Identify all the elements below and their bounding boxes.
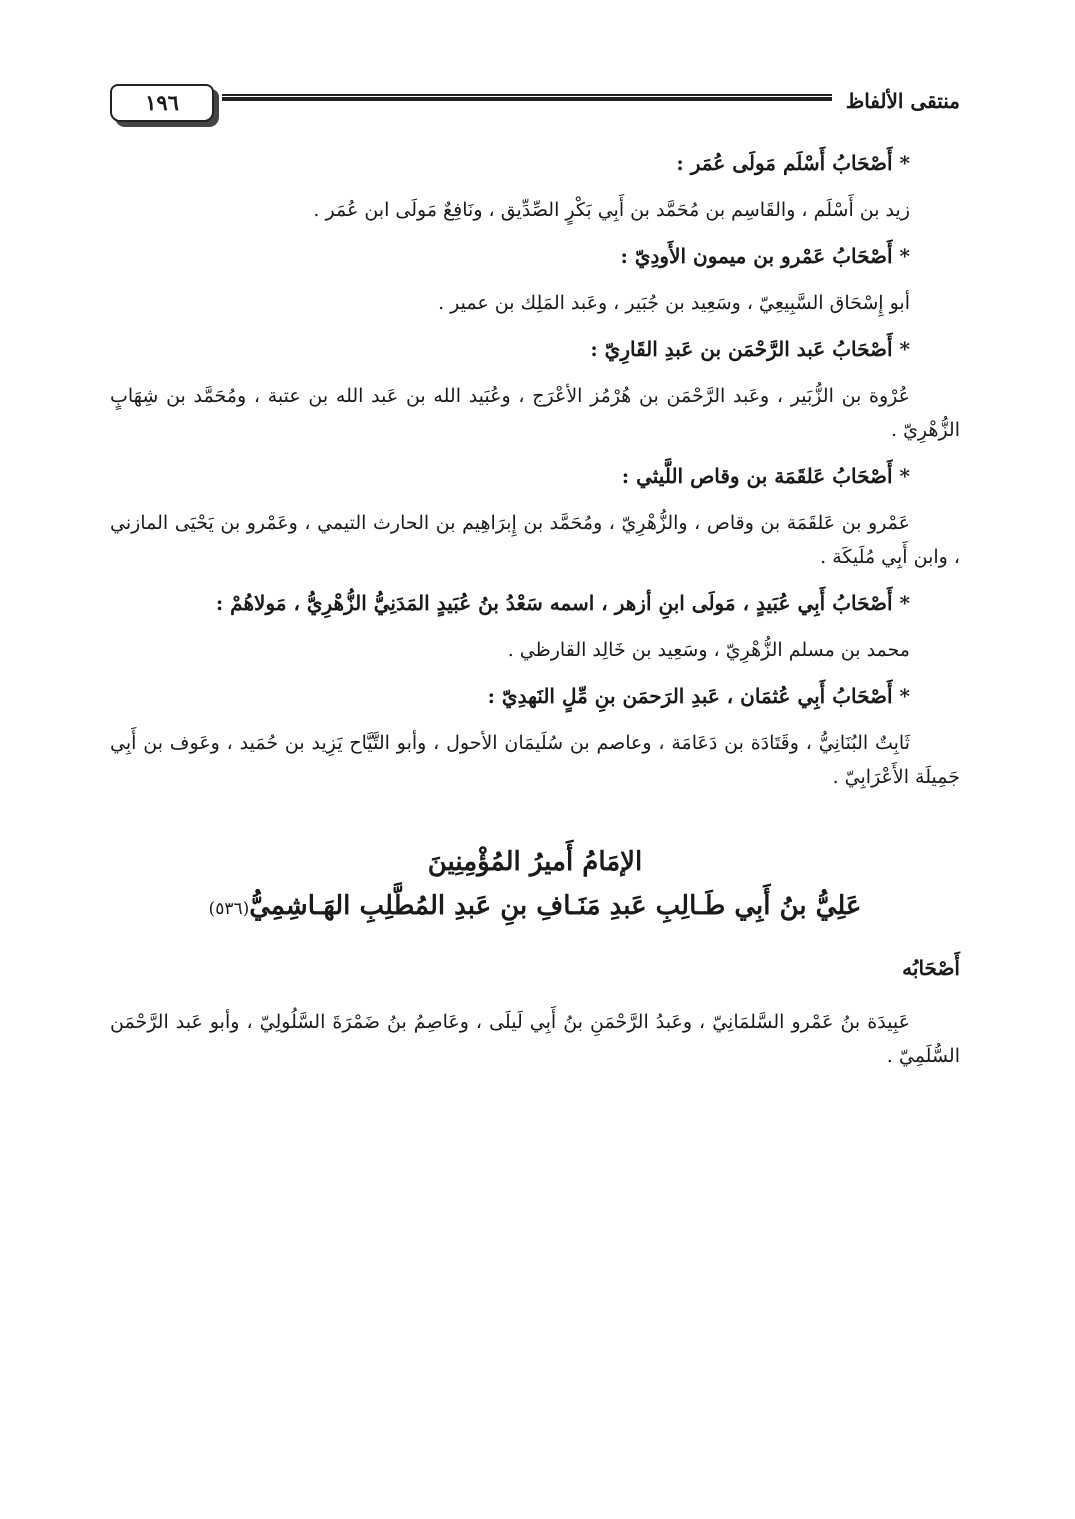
- section-text: عَبِيدَة بنُ عَمْرو السَّلمَانِيّ ، وعَبدُ الرَّحْمَنِ بنُ أَبِي لَيلَى ، وعَاصِمُ بنُ ضَمْرَةَ السَّلُولِيّ ، وأبو عَبد الرَّحْمَن السُّلَمِيّ .: [110, 1011, 960, 1067]
- page-content: [110, 148, 960, 1087]
- page-number: ١٩٦: [110, 84, 214, 122]
- entry-text: عُرْوة بن الزُّبَير ، وعَبد الرَّحْمَن بن هُرْمُز الأعْرَج ، وعُبَيد الله بن عَبد الله بن عتبة ، ومُحَمَّد بن شِهَابٍ الزُّهْرِيّ .: [110, 385, 960, 441]
- entry-text: أبو إِسْحَاق السَّبِيعِيّ ، وسَعِيد بن جُبَير ، وعَبد المَلِك بن عمير .: [438, 292, 910, 314]
- entry-text: ثَابِتٌ البُنَانِيُّ ، وقَتَادَة بن دَعَامَة ، وعاصم بن سُلَيمَان الأحول ، وأبو التَّيَّاح يَزِيد بن حُمَيد ، وعَوف بن أَبِي جَمِيلَة الأَعْرَابِيّ .: [110, 732, 960, 788]
- section-sub-heading: أَصْحَابُه: [902, 956, 960, 980]
- entry-heading: * أَصْحَابُ عَمْرو بن ميمون الأَودِيّ :: [620, 244, 910, 268]
- running-title: منتقى الألفاظ: [845, 89, 960, 113]
- entry-heading: * أَصْحَابُ عَلقَمَة بن وقاص اللَّيثي :: [621, 464, 910, 488]
- book-page: [110, 78, 960, 1478]
- section-title-name: عَلِيُّ بنُ أَبِي طَـالِبِ عَبدِ مَنَـافِ بنِ عَبدِ المُطَّلِبِ الهَـاشِمِيُّ: [249, 891, 862, 921]
- entry-text: عَمْرو بن عَلقَمَة بن وقاص ، والزُّهْرِيّ ، ومُحَمَّد بن إِبرَاهِيم بن الحارث التيمي ، وعَمْرو بن يَحْيَى المازني ، وابن أَبِي مُلَيكَة .: [110, 512, 960, 568]
- entry-text: محمد بن مسلم الزُّهْرِيّ ، وسَعِيد بن خَالِد القارظي .: [507, 639, 910, 661]
- section-title-line2: [110, 884, 960, 931]
- entry-heading: * أَصْحَابُ أَبِي عُبَيدٍ ، مَولَى ابنِ أزهر ، اسمه سَعْدُ بنُ عُبَيدٍ المَدَنِيُّ الزُّهْرِيُّ ، مَولاهُمْ :: [215, 591, 910, 615]
- footnote-reference[interactable]: (٥٣٦): [208, 899, 250, 919]
- entry-heading: * أَصْحَابُ أَسْلَم مَولَى عُمَر :: [676, 151, 910, 175]
- entry-text: زيد بن أَسْلَم ، والقَاسِم بن مُحَمَّد بن أَبِي بَكْرٍ الصِّدِّيق ، ونَافِعٌ مَولَى ابن عُمَر .: [313, 199, 910, 221]
- entry-heading: * أَصْحَابُ أَبِي عُثمَان ، عَبدِ الرَحمَن بنِ مِّلٍ النَهدِيّ :: [487, 684, 910, 708]
- section-title-line1: الإمَامُ أَميرُ المُؤْمِنِينَ: [427, 847, 643, 877]
- header-rule: [222, 94, 832, 101]
- entry-heading: * أَصْحَابُ عَبد الرَّحْمَن بن عَبدِ القَارِيّ :: [590, 337, 910, 361]
- page-header: [110, 78, 960, 128]
